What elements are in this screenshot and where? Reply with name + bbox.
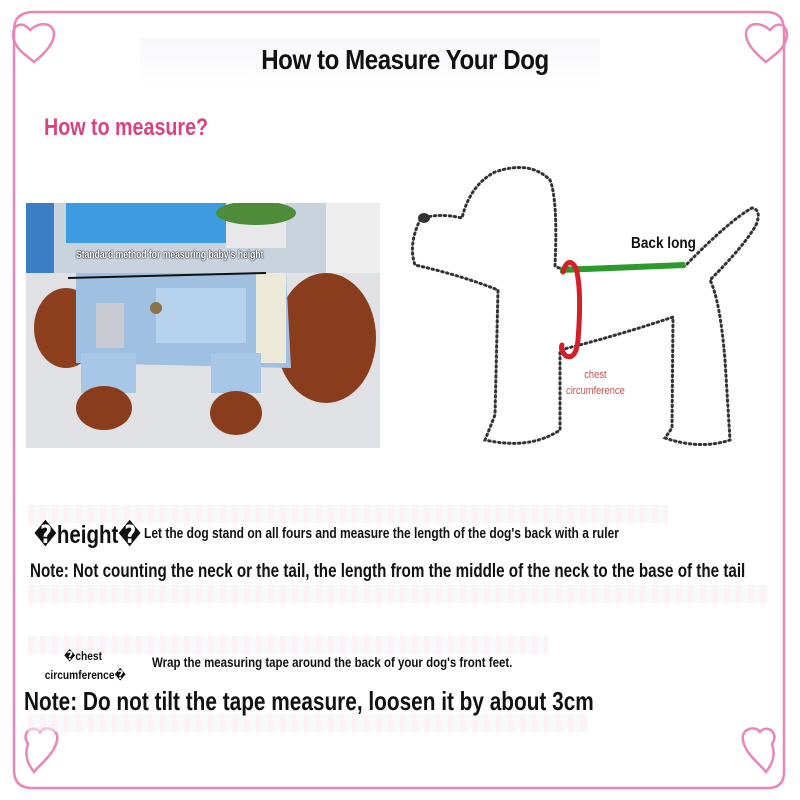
heart-icon <box>13 24 54 62</box>
height-description: Let the dog stand on all fours and measure the length of the dog's back with a ruler <box>144 525 619 542</box>
chest-label-line1: chest <box>584 369 607 381</box>
height-note: Note: Not counting the neck or the tail, the length from the middle of the neck to the base of the tail <box>30 561 746 582</box>
faint-row-band <box>28 585 768 603</box>
chest-label-line2: circumference <box>566 385 625 397</box>
dog-outline-diagram <box>400 160 780 460</box>
height-heading: �height� <box>34 521 142 549</box>
page-title: How to Measure Your Dog <box>261 44 549 75</box>
dog-photo <box>26 203 380 448</box>
chest-note: Note: Do not tilt the tape measure, loosen it by about 3cm <box>24 686 594 716</box>
heart-icon <box>743 728 775 772</box>
chest-description: Wrap the measuring tape around the back of your dog's front feet. <box>152 654 513 670</box>
chest-circumference-label <box>555 367 636 399</box>
dog-photo-illustration <box>26 203 380 448</box>
back-long-label: Back long <box>631 235 696 252</box>
heart-icon <box>26 728 58 772</box>
chest-heading-line2: circumference� <box>44 668 126 682</box>
photo-caption: Standard method for measuring baby's height <box>76 249 264 261</box>
dog-nose-icon <box>418 213 430 223</box>
chest-heading <box>44 647 126 685</box>
chest-circumference-ring <box>562 262 580 356</box>
chest-heading-line1: �chest <box>63 649 103 663</box>
section-subtitle: How to measure? <box>44 114 209 141</box>
